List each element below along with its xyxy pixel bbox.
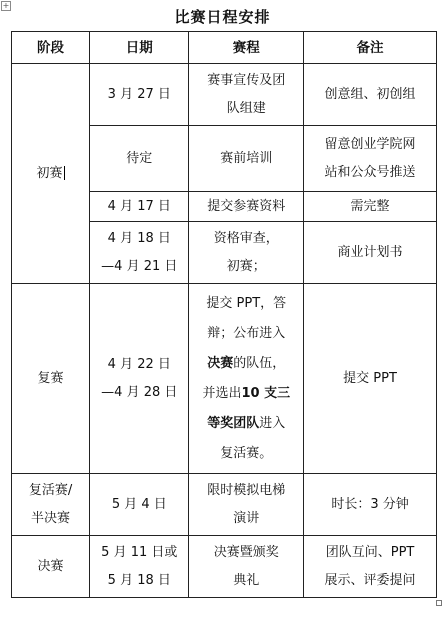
header-date: 日期 (90, 32, 189, 64)
schedule-cell: 提交参赛资料 (189, 192, 304, 222)
stage-cell-semifinal: 复赛 (12, 284, 90, 474)
date-cell: 5 月 11 日或 5 月 18 日 (90, 536, 189, 598)
notes-cell: 需完整 (304, 192, 437, 222)
date-cell: 4 月 18 日 —4 月 21 日 (90, 222, 189, 284)
notes-cell: 商业计划书 (304, 222, 437, 284)
header-stage: 阶段 (12, 32, 90, 64)
table-row (12, 474, 437, 536)
schedule-cell: 资格审查， 初赛； (189, 222, 304, 284)
schedule-cell: 赛事宣传及团 队组建 (189, 64, 304, 126)
table-resize-handle-icon[interactable] (436, 600, 442, 606)
move-handle-icon[interactable]: + (2, 1, 10, 10)
stage-cell-final: 决赛 (12, 536, 90, 598)
notes-cell: 创意组、初创组 (304, 64, 437, 126)
table-row (12, 536, 437, 598)
notes-cell: 留意创业学院网 站和公众号推送 (304, 126, 437, 192)
table-header-row (12, 32, 437, 64)
schedule-cell: 限时模拟电梯 演讲 (189, 474, 304, 536)
notes-cell: 时长：3 分钟 (304, 474, 437, 536)
schedule-table (11, 31, 437, 598)
schedule-cell: 决赛暨颁奖 典礼 (189, 536, 304, 598)
schedule-cell: 提交 PPT，答 辩；公布进入 决赛的队伍， 并选出10 支三 等奖团队进入 复活赛。 (189, 284, 304, 474)
date-cell: 4 月 22 日 —4 月 28 日 (90, 284, 189, 474)
notes-cell: 提交 PPT (304, 284, 437, 474)
stage-cell-preliminary[interactable]: 初赛 (12, 64, 90, 284)
date-cell: 4 月 17 日 (90, 192, 189, 222)
notes-cell: 团队互问、PPT 展示、评委提问 (304, 536, 437, 598)
table-row (12, 64, 437, 126)
date-cell: 3 月 27 日 (90, 64, 189, 126)
text-cursor (64, 166, 65, 180)
stage-cell-revival: 复活赛/ 半决赛 (12, 474, 90, 536)
schedule-cell: 赛前培训 (189, 126, 304, 192)
header-notes: 备注 (304, 32, 437, 64)
date-cell: 待定 (90, 126, 189, 192)
header-schedule: 赛程 (189, 32, 304, 64)
document-title: 比赛日程安排 (174, 8, 271, 26)
table-row (12, 284, 437, 474)
date-cell: 5 月 4 日 (90, 474, 189, 536)
